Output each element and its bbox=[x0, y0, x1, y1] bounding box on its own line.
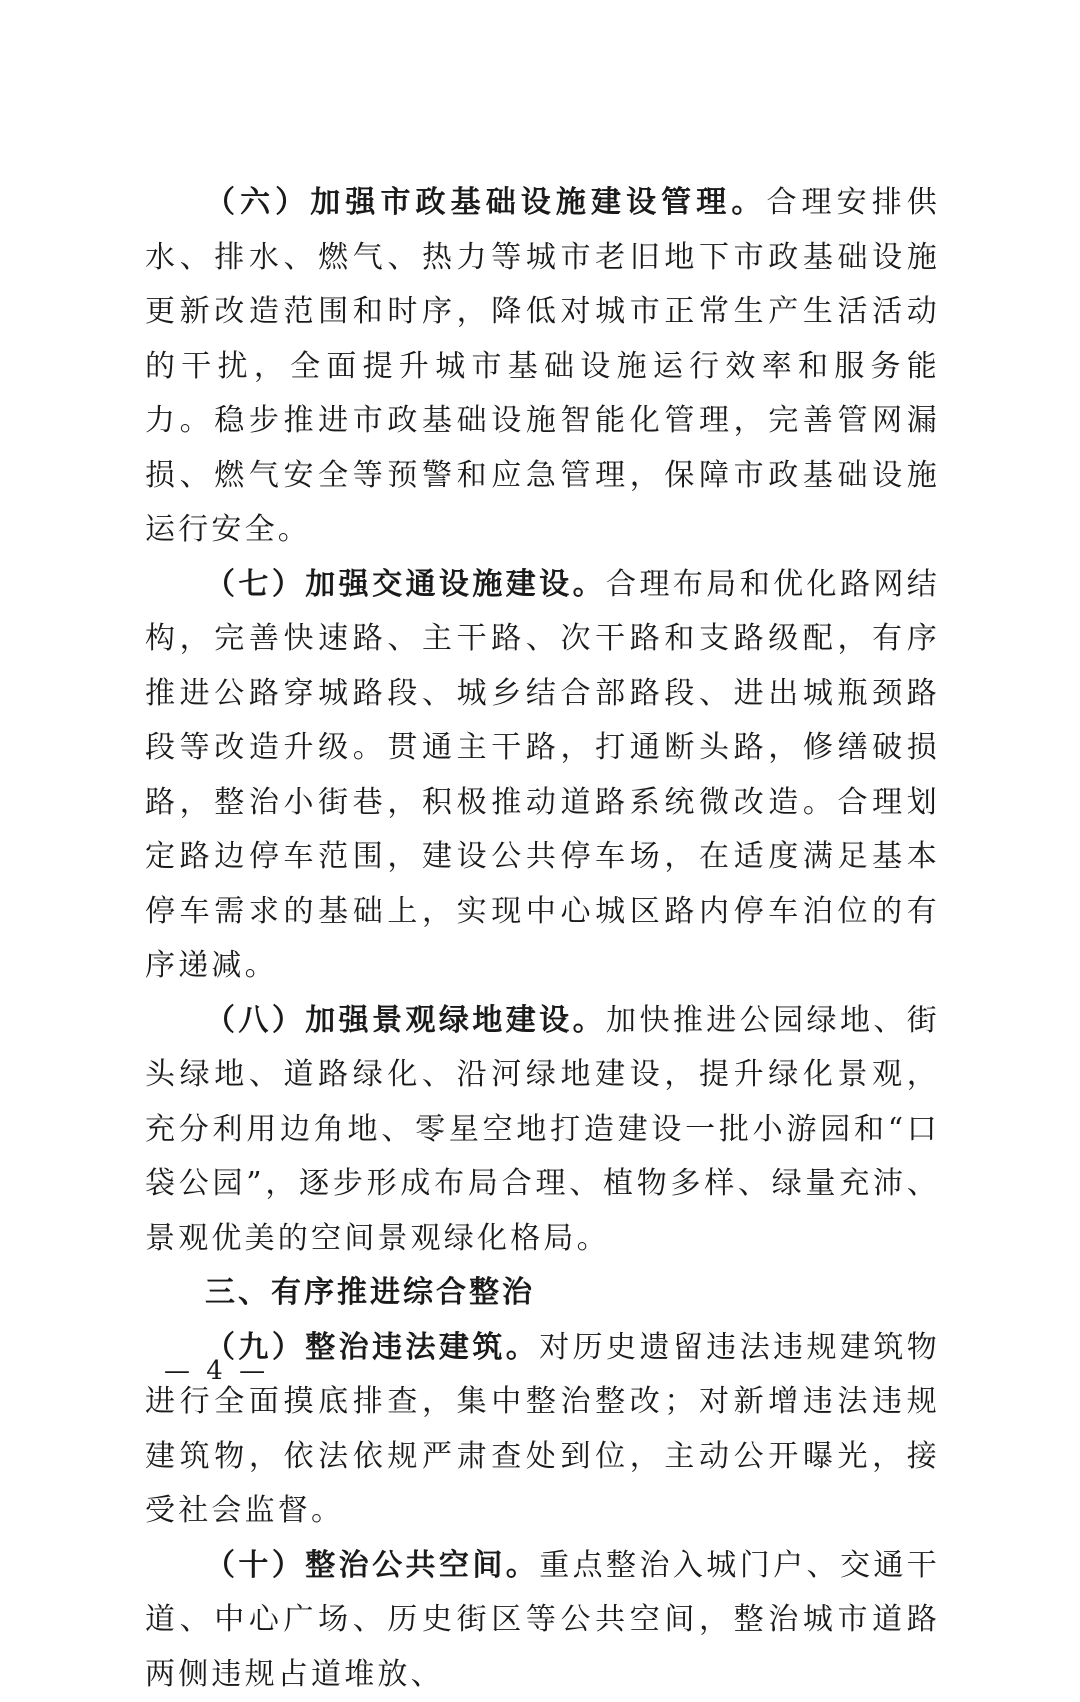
paragraph-10-lead: （十）整治公共空间。 bbox=[205, 1548, 539, 1583]
paragraph-8-lead: （八）加强景观绿地建设。 bbox=[205, 1003, 606, 1038]
paragraph-7 bbox=[145, 558, 940, 994]
paragraph-6-lead: （六）加强市政基础设施建设管理。 bbox=[205, 185, 766, 220]
section-heading: 三、有序推进综合整治 bbox=[145, 1266, 940, 1321]
paragraph-8 bbox=[145, 994, 940, 1267]
paragraph-6 bbox=[145, 176, 940, 558]
paragraph-6-body: 合理安排供水、排水、燃气、热力等城市老旧地下市政基础设施更新改造范围和时序，降低对城市正常生产生活活动的干扰，全面提升城市基础设施运行效率和服务能力。稳步推进市政基础设施智能化管理，完善管网漏损、燃气安全等预警和应急管理，保障市政基础设施运行安全。 bbox=[145, 185, 940, 547]
paragraph-9 bbox=[145, 1321, 940, 1539]
paragraph-10-body: 重点整治入城门户、交通干道、中心广场、历史街区等公共空间，整治城市道路两侧违规占道堆放、 bbox=[145, 1548, 940, 1692]
page-number: — 4 — bbox=[164, 1356, 269, 1386]
paragraph-8-body: 加快推进公园绿地、街头绿地、道路绿化、沿河绿地建设，提升绿化景观，充分利用边角地、零星空地打造建设一批小游园和“口袋公园”，逐步形成布局合理、植物多样、绿量充沛、景观优美的空间景观绿化格局。 bbox=[145, 1003, 940, 1256]
paragraph-9-lead: （九）整治违法建筑。 bbox=[205, 1330, 539, 1365]
paragraph-9-body: 对历史遗留违法违规建筑物进行全面摸底排查，集中整治整改；对新增违法违规建筑物，依法依规严肃查处到位，主动公开曝光，接受社会监督。 bbox=[145, 1330, 940, 1529]
paragraph-7-body: 合理布局和优化路网结构，完善快速路、主干路、次干路和支路级配，有序推进公路穿城路段、城乡结合部路段、进出城瓶颈路段等改造升级。贯通主干路，打通断头路，修缮破损路，整治小街巷，积极推动道路系统微改造。合理划定路边停车范围，建设公共停车场，在适度满足基本停车需求的基础上，实现中心城区路内停车泊位的有序递减。 bbox=[145, 567, 940, 984]
document-body bbox=[145, 176, 940, 1702]
paragraph-10 bbox=[145, 1539, 940, 1702]
paragraph-7-lead: （七）加强交通设施建设。 bbox=[205, 567, 606, 602]
